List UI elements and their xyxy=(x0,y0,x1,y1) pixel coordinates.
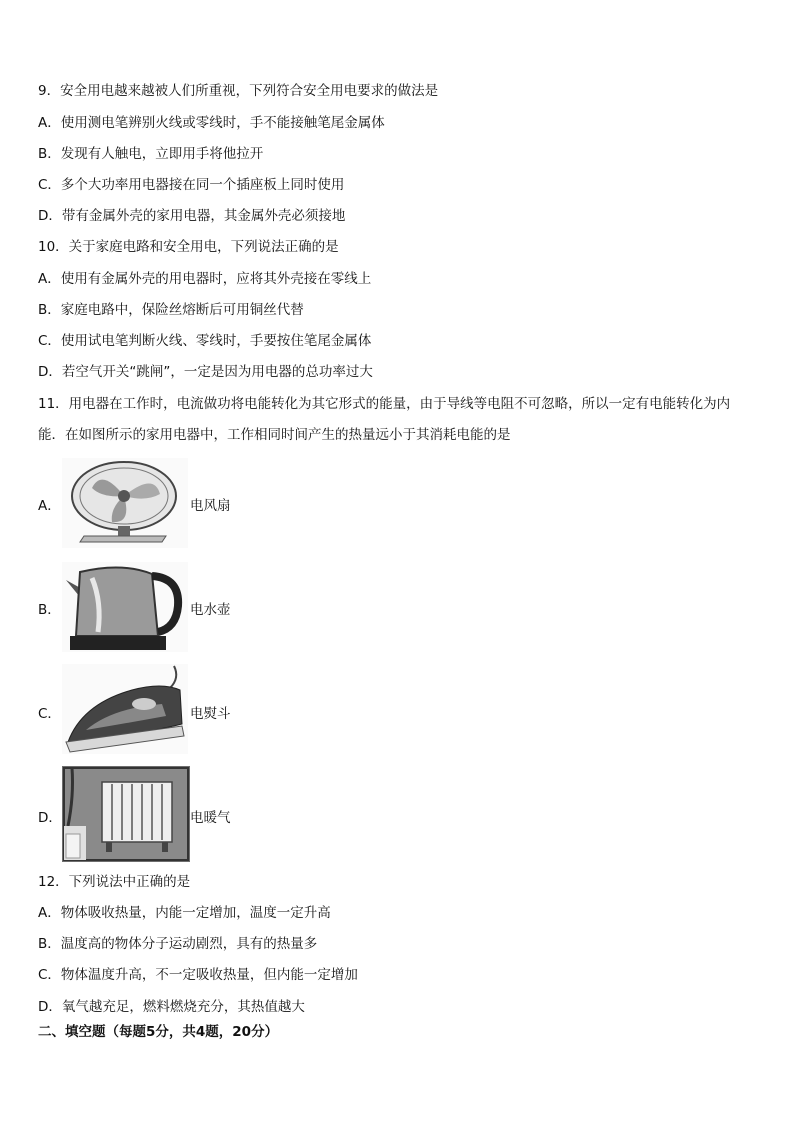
question-11-option-b-text: 电水壶 xyxy=(190,602,231,618)
question-9-option-c: C．多个大功率用电器接在同一个插座板上同时使用 xyxy=(38,177,345,193)
question-11-option-d-label: D． xyxy=(38,810,62,826)
electric-kettle-icon xyxy=(62,562,188,652)
electric-iron-icon xyxy=(62,664,188,754)
question-10-option-b: B．家庭电路中，保险丝熔断后可用铜丝代替 xyxy=(38,302,304,318)
question-10-stem: 10．关于家庭电路和安全用电，下列说法正确的是 xyxy=(38,239,339,255)
question-9-option-d: D．带有金属外壳的家用电器，其金属外壳必须接地 xyxy=(38,208,346,224)
question-11-option-c-text: 电熨斗 xyxy=(190,706,231,722)
question-11-option-a-text: 电风扇 xyxy=(190,498,231,514)
question-10-option-a: A．使用有金属外壳的用电器时，应将其外壳接在零线上 xyxy=(38,271,372,287)
question-11-option-d-text: 电暖气 xyxy=(190,810,231,826)
question-11-stem-line2: 能．在如图所示的家用电器中，工作相同时间产生的热量远小于其消耗电能的是 xyxy=(38,427,511,443)
question-11-stem-line1: 11．用电器在工作时，电流做功将电能转化为其它形式的能量，由于导线等电阻不可忽略，所以一定有电能转化为内 xyxy=(38,396,731,412)
question-12-option-b: B．温度高的物体分子运动剧烈，具有的热量多 xyxy=(38,936,318,952)
question-10-option-c: C．使用试电笔判断火线、零线时，手要按住笔尾金属体 xyxy=(38,333,372,349)
electric-fan-icon xyxy=(62,458,188,548)
electric-heater-icon xyxy=(62,766,190,862)
question-11-option-b-label: B． xyxy=(38,602,61,618)
question-9-option-a: A．使用测电笔辨别火线或零线时，手不能接触笔尾金属体 xyxy=(38,115,385,131)
question-9-stem: 9．安全用电越来越被人们所重视，下列符合安全用电要求的做法是 xyxy=(38,83,439,99)
question-12-stem: 12．下列说法中正确的是 xyxy=(38,874,191,890)
question-9-option-b: B．发现有人触电，立即用手将他拉开 xyxy=(38,146,264,162)
question-12-option-d: D．氧气越充足，燃料燃烧充分，其热值越大 xyxy=(38,999,305,1015)
question-10-option-d: D．若空气开关“跳闸”，一定是因为用电器的总功率过大 xyxy=(38,364,373,380)
question-11-option-a-label: A． xyxy=(38,498,61,514)
question-11-option-c-label: C． xyxy=(38,706,61,722)
question-12-option-c: C．物体温度升高，不一定吸收热量，但内能一定增加 xyxy=(38,967,358,983)
section-2-heading: 二、填空题（每题5分，共4题，20分） xyxy=(38,1024,279,1040)
question-12-option-a: A．物体吸收热量，内能一定增加，温度一定升高 xyxy=(38,905,331,921)
